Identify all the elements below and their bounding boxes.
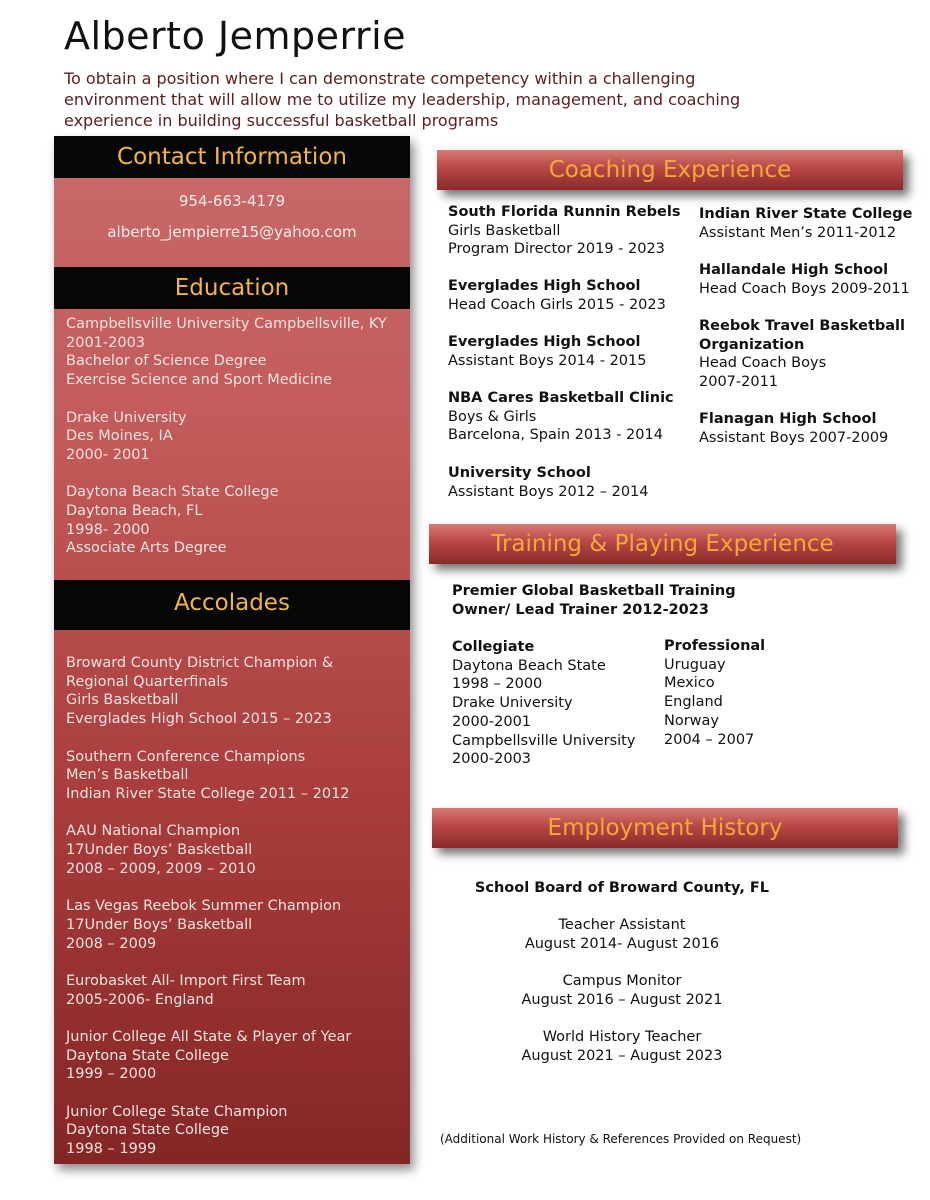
job-entry: Teacher Assistant August 2014- August 2016 — [524, 917, 720, 952]
resume-name: Alberto Jemperrie — [64, 14, 407, 58]
accolade-entry: Eurobasket All- Import First Team 2005-2006- England — [66, 972, 306, 1008]
job-entry: World History Teacher August 2021 – August 2023 — [521, 1029, 723, 1064]
education-entry: Campbellsville University Campbellsville, KY 2001-2003 Bachelor of Science Degree Exercise Science and Sport Medicine — [66, 316, 387, 389]
coaching-entry: Indian River State College Assistant Men’s 2011-2012 — [699, 206, 913, 241]
accolade-entry: Junior College All State & Player of Year Daytona State College 1999 – 2000 — [66, 1028, 352, 1083]
education-header: Education — [54, 267, 410, 309]
coaching-header: Coaching Experience — [437, 150, 903, 190]
job-entry: Campus Monitor August 2016 – August 2021 — [521, 973, 723, 1008]
coaching-entry: NBA Cares Basketball Clinic Boys & Girls Barcelona, Spain 2013 - 2014 — [448, 390, 674, 444]
coaching-entry: Hallandale High School Head Coach Boys 2009-2011 — [699, 262, 910, 297]
training-header: Training & Playing Experience — [429, 524, 896, 564]
contact-email: alberto_jempierre15@yahoo.com — [107, 223, 357, 241]
coaching-entry: Flanagan High School Assistant Boys 2007-2009 — [699, 411, 889, 446]
education-entry: Daytona Beach State College Daytona Beach, FL 1998- 2000 Associate Arts Degree — [66, 484, 279, 557]
accolades-header: Accolades — [54, 580, 410, 630]
accolade-entry: Las Vegas Reebok Summer Champion 17Under Boys’ Basketball 2008 – 2009 — [66, 898, 342, 952]
accolade-entry: AAU National Champion 17Under Boys’ Basketball 2008 – 2009, 2009 – 2010 — [66, 823, 256, 877]
accolades-list — [66, 654, 402, 1159]
accolade-entry: Southern Conference Champions Men’s Basketball Indian River State College 2011 – 2012 — [66, 748, 350, 802]
coaching-entry: Reebok Travel Basketball Organization Head Coach Boys 2007-2011 — [699, 318, 905, 391]
left-sidebar — [54, 136, 410, 1164]
employer: School Board of Broward County, FL — [474, 880, 770, 896]
premier-training: Premier Global Basketball Training Owner/ Lead Trainer 2012-2023 — [452, 583, 736, 618]
coaching-entry: Everglades High School Assistant Boys 2014 - 2015 — [448, 334, 647, 369]
collegiate-list: Collegiate Daytona Beach State 1998 – 2000 Drake University 2000-2001 Campbellsville University 2000-2003 — [452, 639, 636, 768]
employment-header: Employment History — [432, 808, 898, 848]
coaching-entry: South Florida Runnin Rebels Girls Basketball Program Director 2019 - 2023 — [448, 204, 681, 258]
professional-list: Professional Uruguay Mexico England Norway 2004 – 2007 — [664, 638, 766, 748]
education-entry: Drake University Des Moines, IA 2000- 2001 — [66, 409, 187, 463]
contact-header: Contact Information — [54, 136, 410, 178]
education-list — [66, 315, 402, 558]
objective-statement: To obtain a position where I can demonstrate competency within a challenging environment that will allow me to utilize my leadership, management, and coaching experience in building successful basketball programs — [64, 69, 741, 130]
contact-phone: 954-663-4179 — [178, 192, 286, 210]
coaching-entry: Everglades High School Head Coach Girls 2015 - 2023 — [448, 278, 666, 313]
coaching-entry: University School Assistant Boys 2012 – 2014 — [448, 465, 649, 500]
footnote: (Additional Work History & References Provided on Request) — [440, 1132, 802, 1146]
accolade-entry: Broward County District Champion & Regional Quarterfinals Girls Basketball Everglades High School 2015 – 2023 — [66, 655, 334, 728]
accolade-entry: Junior College State Champion Daytona State College 1998 – 1999 — [66, 1103, 288, 1158]
